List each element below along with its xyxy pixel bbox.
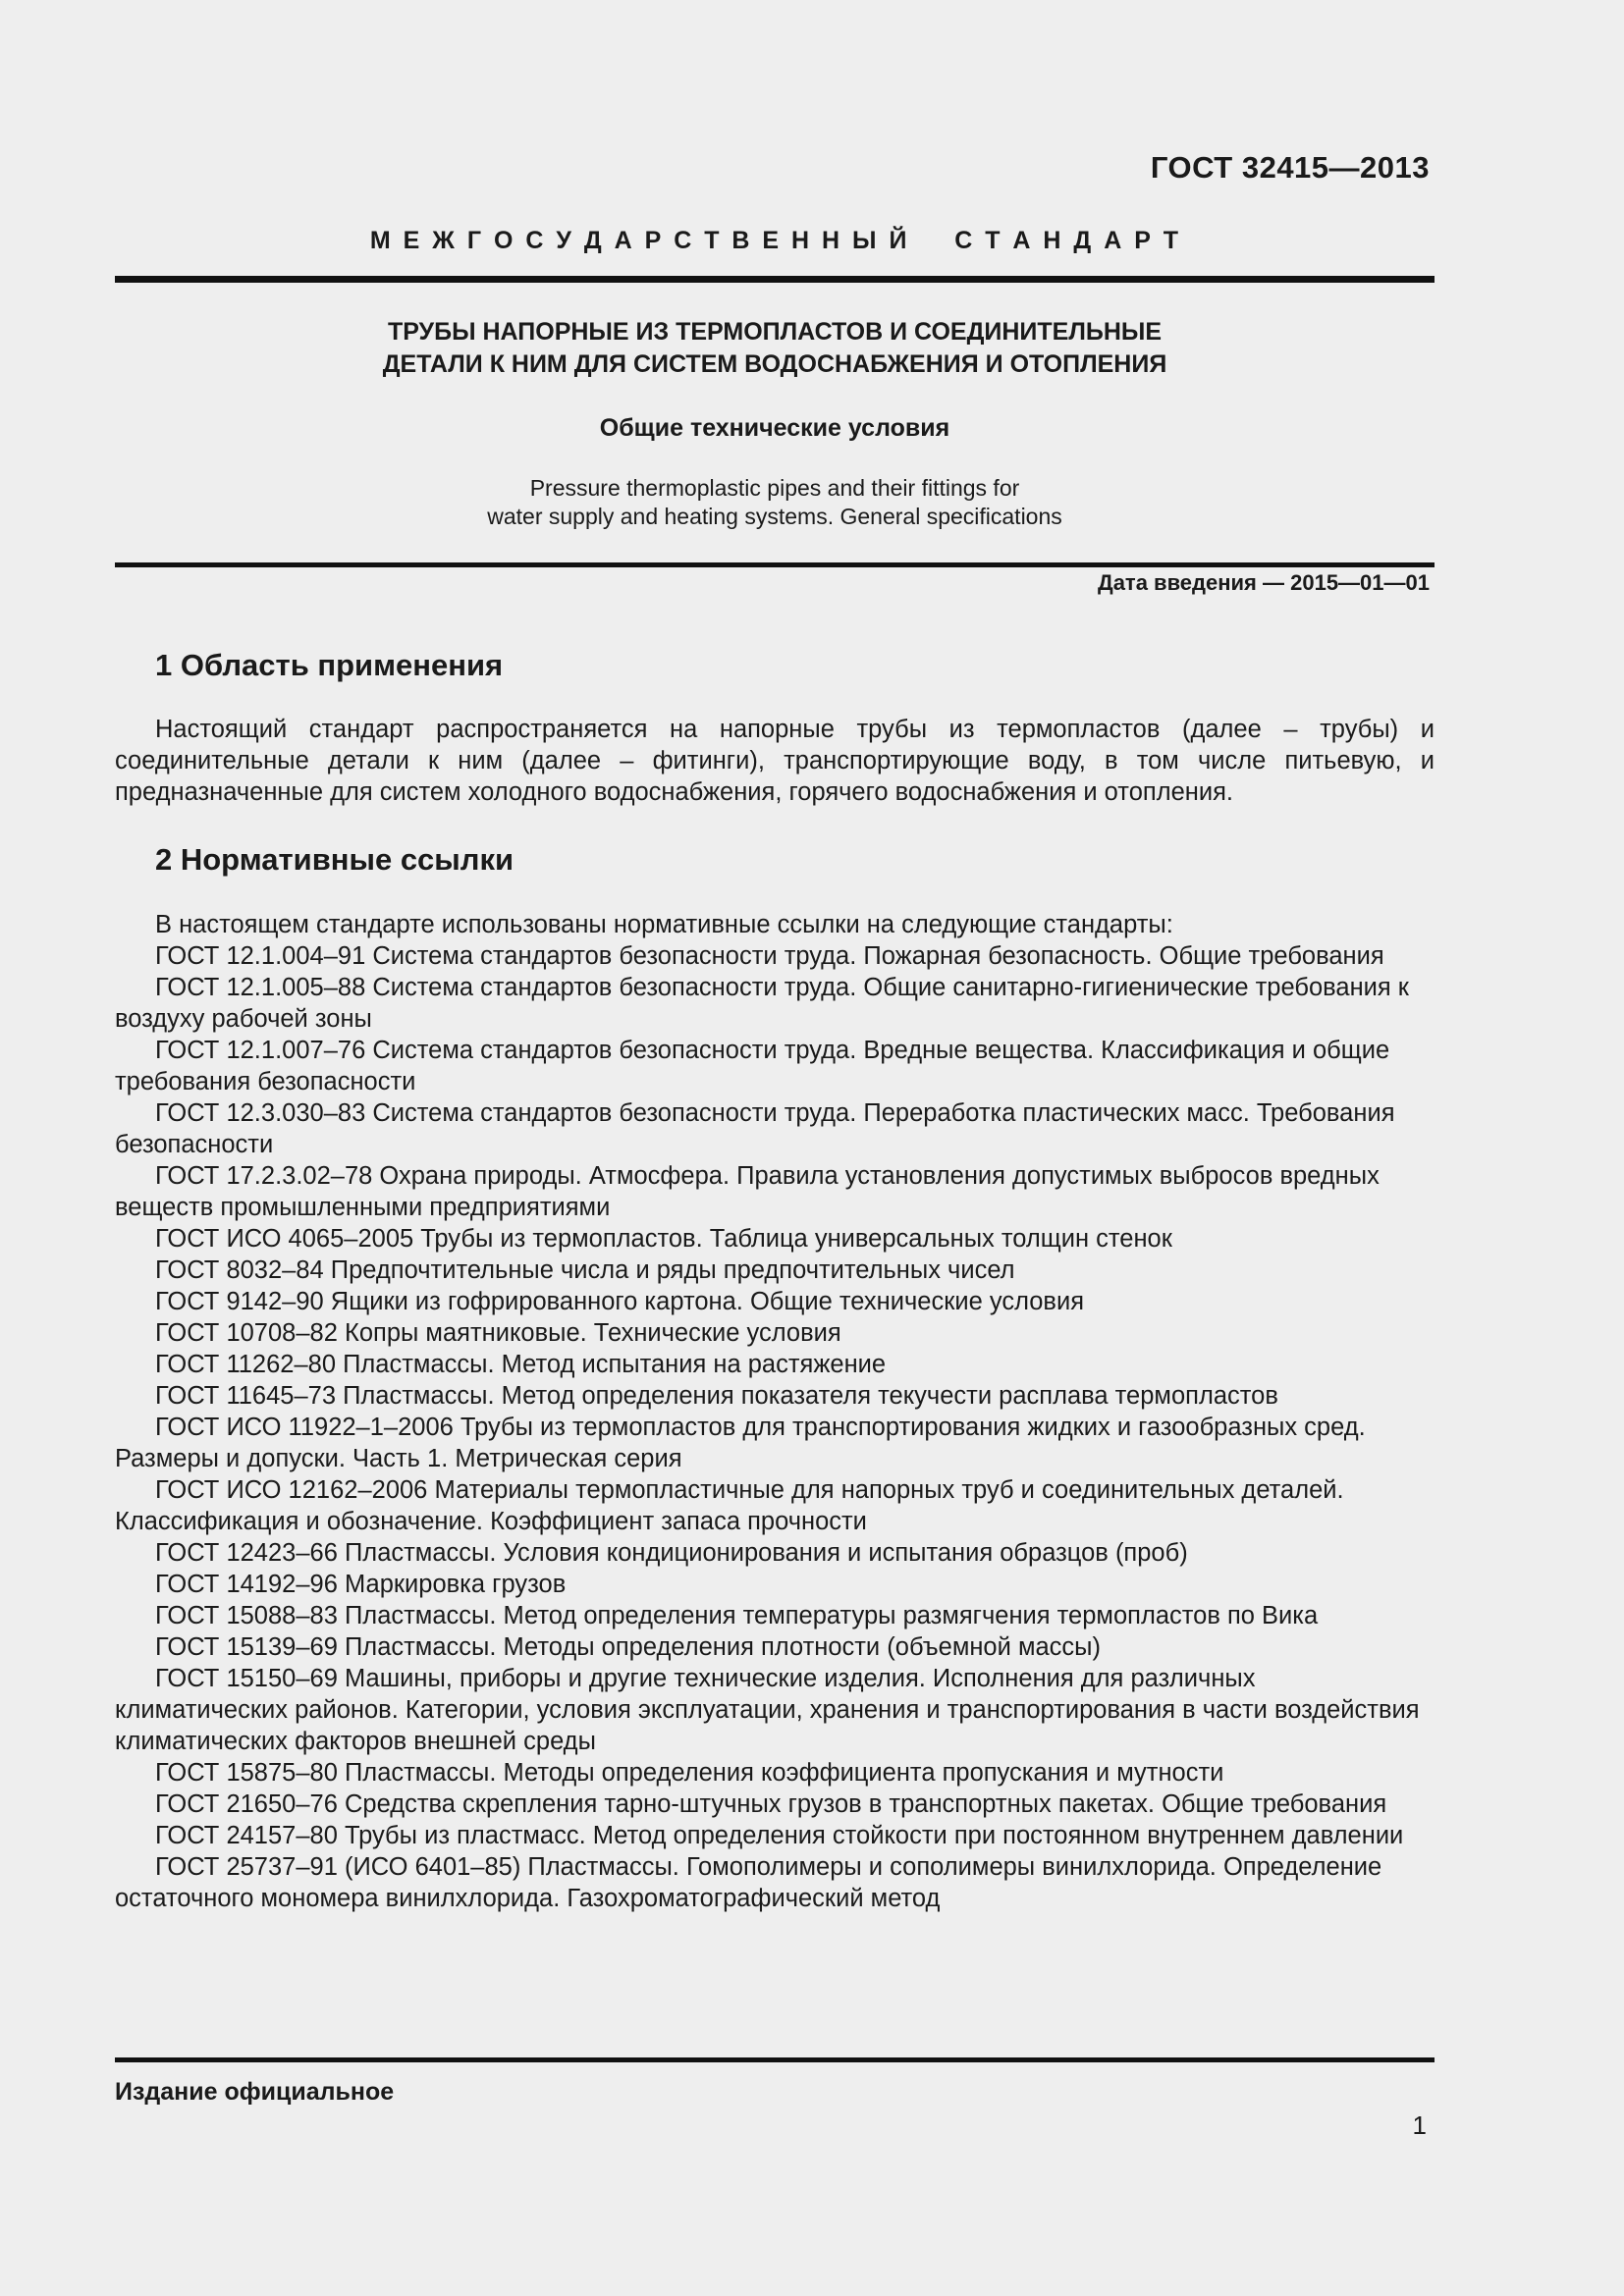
english-title (115, 474, 1435, 531)
top-divider (115, 276, 1435, 283)
reference-item: ГОСТ 15875–80 Пластмассы. Методы определения коэффициента пропускания и мутности (155, 1759, 1224, 1787)
reference-item: ГОСТ 15139–69 Пластмассы. Методы определения плотности (объемной массы) (155, 1633, 1101, 1661)
reference-item: ГОСТ 15088–83 Пластмассы. Метод определения температуры размягчения термопластов по Вика (155, 1602, 1319, 1629)
reference-item: ГОСТ 11645–73 Пластмассы. Метод определения показателя текучести расплава термопластов (155, 1382, 1278, 1410)
reference-item: ГОСТ 24157–80 Трубы из пластмасс. Метод определения стойкости при постоянном внутреннем давлении (155, 1822, 1404, 1849)
reference-item: ГОСТ ИСО 12162–2006 Материалы термопластичные для напорных труб и соединительных деталей. Классификация и обозначение. Коэффициент запаса прочности (115, 1476, 1344, 1535)
page-number: 1 (1412, 2110, 1427, 2140)
document-title (115, 316, 1435, 381)
reference-item: ГОСТ 17.2.3.02–78 Охрана природы. Атмосфера. Правила установления допустимых выбросов вредных веществ промышленными предприятиями (115, 1162, 1380, 1221)
reference-item: ГОСТ 12.3.030–83 Система стандартов безопасности труда. Переработка пластических масс. Требования безопасности (115, 1099, 1395, 1158)
references-intro: В настоящем стандарте использованы нормативные ссылки на следующие стандарты: (155, 911, 1173, 938)
reference-item: ГОСТ 12.1.007–76 Система стандартов безопасности труда. Вредные вещества. Классификация и общие требования безопасности (115, 1037, 1390, 1095)
reference-item: ГОСТ 12.1.005–88 Система стандартов безопасности труда. Общие санитарно-гигиенические требования к воздуху рабочей зоны (115, 974, 1409, 1033)
official-edition-label: Издание официальное (115, 2078, 395, 2106)
reference-item: ГОСТ ИСО 4065–2005 Трубы из термопластов. Таблица универсальных толщин стенок (155, 1225, 1172, 1253)
reference-item: ГОСТ 9142–90 Ящики из гофрированного картона. Общие технические условия (155, 1288, 1085, 1315)
reference-item: ГОСТ 8032–84 Предпочтительные числа и ряды предпочтительных чисел (155, 1256, 1015, 1284)
reference-item: ГОСТ 25737–91 (ИСО 6401–85) Пластмассы. Гомополимеры и сополимеры винилхлорида. Определение остаточного мономера винилхлорида. Газохроматографический метод (115, 1853, 1382, 1912)
reference-item: ГОСТ ИСО 11922–1–2006 Трубы из термопластов для транспортирования жидких и газообразных сред. Размеры и допуски. Часть 1. Метрическая серия (115, 1414, 1366, 1472)
bottom-divider (115, 2057, 1435, 2062)
english-title-line-2: water supply and heating systems. General specifications (487, 504, 1062, 529)
title-line-1: ТРУБЫ НАПОРНЫЕ ИЗ ТЕРМОПЛАСТОВ И СОЕДИНИТЕЛЬНЫЕ (387, 318, 1163, 346)
section-1-heading: 1 Область применения (155, 648, 504, 682)
reference-item: ГОСТ 15150–69 Машины, приборы и другие технические изделия. Исполнения для различных климатических районов. Категории, условия эксплуатации, хранения и транспортирования в части воздействия климатических факторов внешней среды (115, 1665, 1420, 1755)
reference-item: ГОСТ 11262–80 Пластмассы. Метод испытания на растяжение (155, 1351, 887, 1378)
reference-item: ГОСТ 10708–82 Копры маятниковые. Технические условия (155, 1319, 841, 1347)
interstate-standard-label: М Е Ж Г О С У Д А Р С Т В Е Н Н Ы Й С Т А Н Д А Р Т (369, 227, 1180, 254)
reference-item: ГОСТ 21650–76 Средства скрепления тарно-штучных грузов в транспортных пакетах. Общие требования (155, 1790, 1387, 1818)
middle-divider (115, 562, 1435, 567)
english-title-line-1: Pressure thermoplastic pipes and their fittings for (529, 475, 1020, 501)
section-2-heading: 2 Нормативные ссылки (155, 842, 514, 877)
reference-item: ГОСТ 12.1.004–91 Система стандартов безопасности труда. Пожарная безопасность. Общие требования (155, 942, 1384, 970)
document-subtitle: Общие технические условия (599, 414, 950, 442)
normative-references (115, 909, 1435, 1914)
reference-item: ГОСТ 12423–66 Пластмассы. Условия кондиционирования и испытания образцов (проб) (155, 1539, 1188, 1567)
introduction-date: Дата введения — 2015—01—01 (1098, 570, 1430, 595)
reference-item: ГОСТ 14192–96 Маркировка грузов (155, 1571, 567, 1598)
section-1-text: Настоящий стандарт распространяется на напорные трубы из термопластов (далее – трубы) и соединительные детали к ним (далее – фитинги), транспортирующие воду, в том числе питьевую, и предназначенные для систем холодного водоснабжения, горячего водоснабжения и отопления. (115, 716, 1435, 806)
gost-number: ГОСТ 32415—2013 (1150, 150, 1430, 185)
title-line-2: ДЕТАЛИ К НИМ ДЛЯ СИСТЕМ ВОДОСНАБЖЕНИЯ И ОТОПЛЕНИЯ (382, 350, 1167, 378)
